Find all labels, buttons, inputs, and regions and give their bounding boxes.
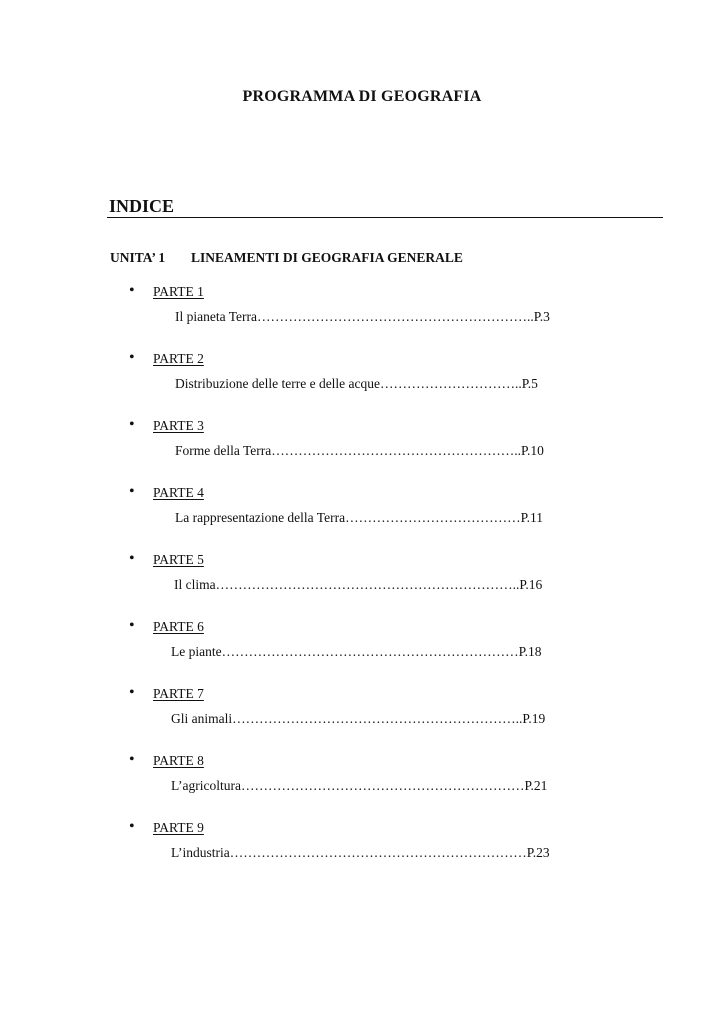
toc-entry: L’industria…………………………………………………………P.23 — [171, 845, 550, 860]
list-item — [0, 752, 724, 812]
list-item — [0, 551, 724, 611]
list-item — [0, 685, 724, 745]
part-label[interactable]: PARTE 2 — [153, 351, 204, 366]
part-label[interactable]: PARTE 8 — [153, 753, 204, 768]
index-heading: INDICE — [109, 196, 175, 216]
list-item — [0, 350, 724, 410]
bullet-icon: • — [129, 751, 135, 768]
unit-code: UNITA’ 1 — [110, 250, 166, 265]
list-item — [0, 417, 724, 477]
bullet-icon: • — [129, 349, 135, 366]
toc-entry: Distribuzione delle terre e delle acque…………………………..P.5 — [175, 376, 538, 391]
part-label[interactable]: PARTE 7 — [153, 686, 204, 701]
bullet-icon: • — [129, 550, 135, 567]
index-divider — [107, 217, 663, 218]
toc-entry: Il clima…………………………………………………………..P.16 — [174, 577, 543, 592]
part-label[interactable]: PARTE 4 — [153, 485, 204, 500]
part-label[interactable]: PARTE 3 — [153, 418, 204, 433]
toc-entry: Il pianeta Terra……………………………………………………..P.3 — [175, 309, 550, 324]
bullet-icon: • — [129, 684, 135, 701]
list-item — [0, 819, 724, 879]
page-title: PROGRAMMA DI GEOGRAFIA — [242, 88, 482, 105]
bullet-icon: • — [129, 617, 135, 634]
toc-entry: La rappresentazione della Terra…………………………………P.11 — [175, 510, 543, 525]
bullet-icon: • — [129, 818, 135, 835]
toc-entry: Le piante…………………………………………………………P.18 — [171, 644, 542, 659]
toc-entry: L’agricoltura………………………………………………………P.21 — [171, 778, 548, 793]
toc-entry: Forme della Terra………………………………………………..P.10 — [175, 443, 544, 458]
list-item — [0, 484, 724, 544]
part-label[interactable]: PARTE 9 — [153, 820, 204, 835]
list-item — [0, 618, 724, 678]
toc-entry: Gli animali………………………………………………………..P.19 — [171, 711, 546, 726]
bullet-icon: • — [129, 416, 135, 433]
bullet-icon: • — [129, 282, 135, 299]
list-item — [0, 283, 724, 343]
part-label[interactable]: PARTE 6 — [153, 619, 204, 634]
part-label[interactable]: PARTE 5 — [153, 552, 204, 567]
unit-heading — [110, 250, 463, 266]
part-label[interactable]: PARTE 1 — [153, 284, 204, 299]
unit-name: LINEAMENTI DI GEOGRAFIA GENERALE — [191, 250, 463, 265]
bullet-icon: • — [129, 483, 135, 500]
